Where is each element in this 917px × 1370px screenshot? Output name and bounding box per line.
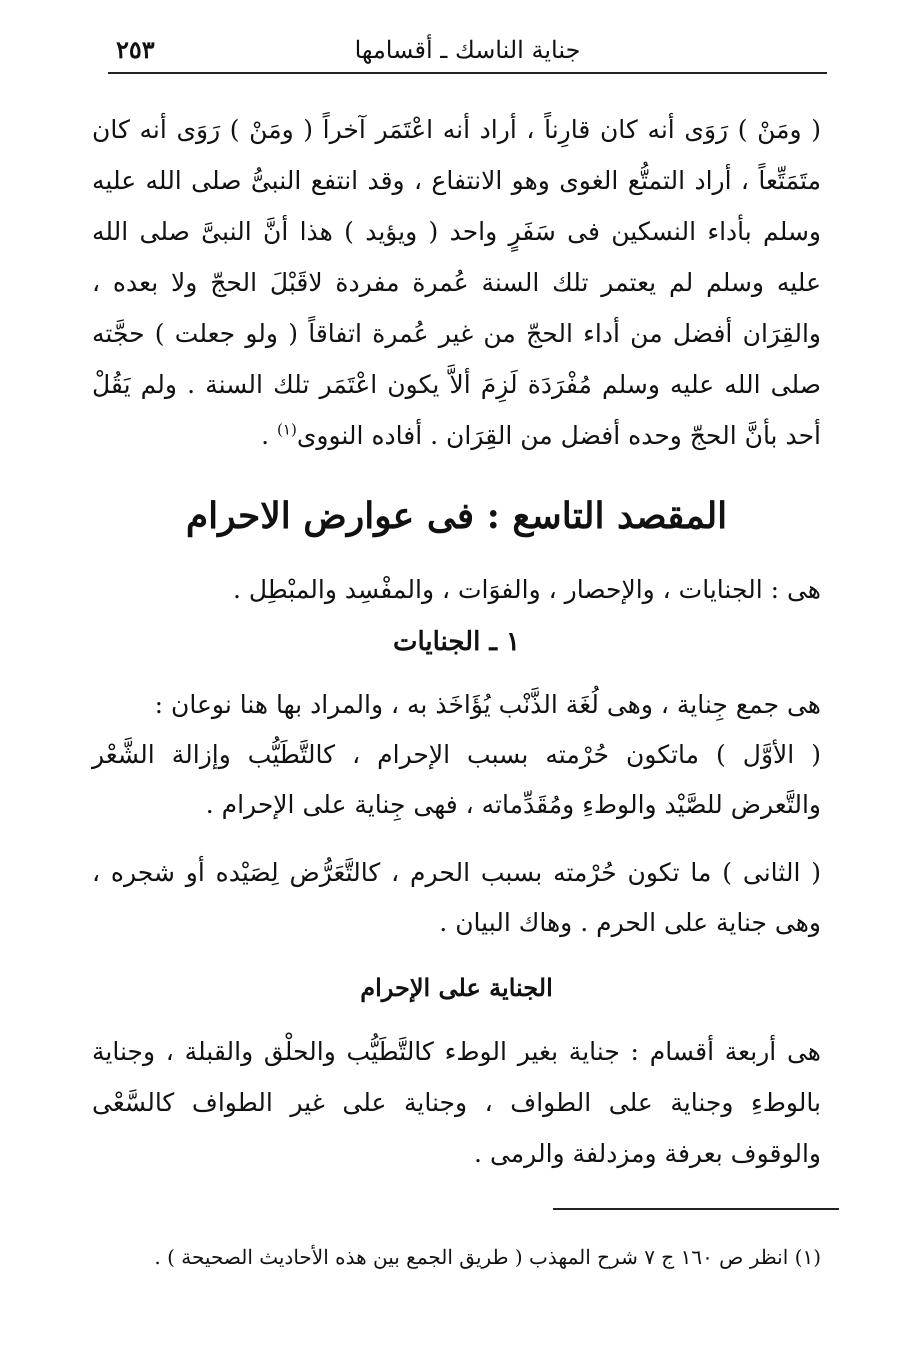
footnote: (١) انظر ص ١٦٠ ج ٧ شرح المهذب ( طريق الجمع بين هذه الأحاديث الصحيحة ) . [154,1245,821,1269]
chapter-intro: هى : الجنايات ، والإحصار ، والفوَات ، والمفْسِد والمبْطِل . [232,575,821,604]
definition-first-line: هى جمع جِناية ، وهى لُغَة الذَّنْب يُؤَاخَذ به ، والمراد بها هنا نوعان : [154,690,821,719]
footnote-reference[interactable]: (١) [277,420,297,439]
first-type-text: ( الأوَّل ) ماتكون حُرْمته بسبب الإحرام ، كالتَّطَيُّب وإزالة الشَّعْر والتَّعرض للصَّيْد والوطءِ ومُقَدِّماته ، فهى جِناية على الإحرام . [92,740,821,819]
section-heading: ١ ـ الجنايات [392,627,521,657]
page-number: ٢٥٣ [116,35,155,64]
footnote-divider [553,1208,839,1210]
opening-paragraph [92,104,821,461]
header-divider [108,72,827,74]
categories-paragraph: هى أربعة أقسام : جناية بغير الوطء كالتَّطَيُّب والحلْق والقبلة ، وجناية بالوطءِ وجناية على الطواف ، وجناية على غير الطواف كالسَّعْى والوقوف بعرفة ومزدلفة والرمى . [92,1037,821,1168]
page-header [108,28,827,76]
opening-paragraph-end: . [261,421,278,450]
chapter-heading: المقصد التاسع : فى عوارض الاحرام [185,495,728,537]
running-title: جناية الناسك ـ أقسامها [354,36,581,64]
definition-paragraph [92,680,821,830]
second-type-paragraph: ( الثانى ) ما تكون حُرْمته بسبب الحرم ، كالتَّعَرُّض لِصَيْده أو شجره ، وهى جناية على الحرم . وهاك البيان . [92,858,821,937]
opening-paragraph-text: ( ومَنْ ) رَوَى أنه كان قارِناً ، أراد أنه اعْتَمَر آخراً ( ومَنْ ) رَوَى أنه كان متَمَتِّعاً ، أراد التمتُّع الغوى وهو الانتفاع ، وقد انتفع النبىُّ صلى الله عليه وسلم بأداء النسكين فى سَفَرٍ واحد ( ويؤيد ) هذا أنَّ النبىَّ صلى الله عليه وسلم لم يعتمر تلك السنة عُمرة مفردة لاقَبْلَ الحجّ ولا بعده ، والقِرَان أفضل من أداء الحجّ من غير عُمرة اتفاقاً ( ولو جعلت ) حجَّته صلى الله عليه وسلم مُفْرَدَة لَزِمَ ألاَّ يكون اعْتَمَر تلك السنة . ولم يَقُلْ أحد بأنَّ الحجّ وحده أفضل من القِرَان . أفاده النووى [92,115,821,450]
subsection-heading: الجناية على الإحرام [360,973,553,1002]
